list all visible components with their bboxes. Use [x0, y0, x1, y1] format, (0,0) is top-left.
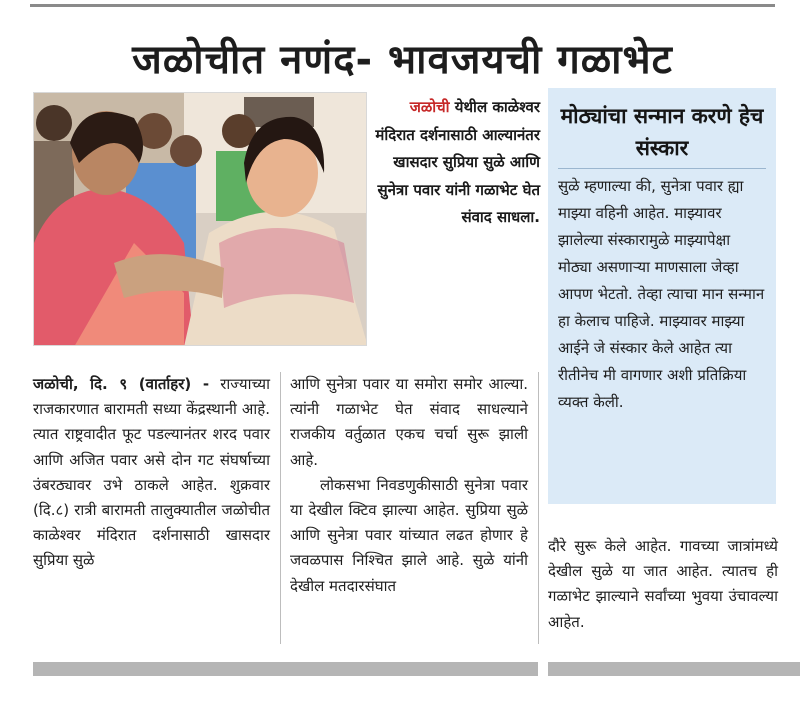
bottom-rule-left	[33, 662, 538, 676]
photo-caption	[372, 94, 540, 344]
article-column-1	[33, 372, 270, 644]
column-1-text: राज्याच्या राजकारणात बारामती सध्या केंद्रस्थानी आहे. त्यात राष्ट्रवादीत फूट पडल्यानंतर शरद पवार आणि अजित पवार असे दोन गट संघर्षाच्या उंबरठ्यावर उभे ठाकले आहेत. शुक्रवार (दि.८) रात्री बारामती तालुक्यातील जळोचीत काळेश्वर मंदिरात दर्शनासाठी खासदार सुप्रिया सुळे	[33, 375, 270, 570]
column-2-paragraph-1: आणि सुनेत्रा पवार या समोरा समोर आल्या. त्यांनी गळाभेट घेत संवाद साधल्याने राजकीय वर्तुळात एकच चर्चा सुरू झाली आहे.	[290, 375, 528, 469]
column-divider	[538, 372, 539, 644]
article-column-3: दौरे सुरू केले आहेत. गावच्या जात्रांमध्ये देखील सुळे या जात आहेत. त्यातच ही गळाभेट झाल्याने सर्वांच्या भुवया उंचावल्या आहेत.	[548, 537, 778, 631]
sidebar-body: सुळे म्हणाल्या की, सुनेत्रा पवार ह्या माझ्या वहिनी आहेत. माझ्यावर झालेल्या संस्कारामुळे माझ्यापेक्षा मोठ्या असणाऱ्या माणसाला जेव्हा आपण भेटतो. तेव्हा त्याचा मान सन्मान हा केलाच पाहिजे. माझ्यावर माझ्या आईने जे संस्कार केले आहेत त्या रीतीनेच मी वागणार अशी प्रतिक्रिया व्यक्त केली.	[558, 177, 765, 411]
top-rule	[30, 4, 775, 7]
headline: जळोचीत नणंद- भावजयची गळाभेट	[132, 37, 673, 83]
column-2-paragraph-2	[290, 473, 528, 599]
column-2-paragraph-2-text: लोकसभा निवडणुकीसाठी सुनेत्रा पवार या देखील क्टिव झाल्या आहेत. सुप्रिया सुळे आणि सुनेत्रा पवार यांच्यात लढत होणार हे जवळपास निश्‍चित झाले आहे. सुळे यांनी देखील मतदारसंघात	[290, 475, 528, 595]
dateline: जळोची, दि. ९ (वार्ताहर) -	[33, 375, 210, 393]
sidebar-title: मोठ्यांचा सन्मान करणे हेच संस्कार	[560, 104, 764, 160]
article-column-2	[290, 372, 528, 644]
article-photo	[33, 92, 367, 346]
sidebar-box	[548, 88, 776, 504]
column-divider	[280, 372, 281, 644]
bottom-rule-right	[548, 662, 800, 676]
caption-text: येथील काळेश्वर मंदिरात दर्शनासाठी आल्यानंतर खासदार सुप्रिया सुळे आणि सुनेत्रा पवार यांनी गळाभेट घेत संवाद साधला.	[375, 98, 540, 226]
caption-location: जळोची	[409, 98, 450, 116]
